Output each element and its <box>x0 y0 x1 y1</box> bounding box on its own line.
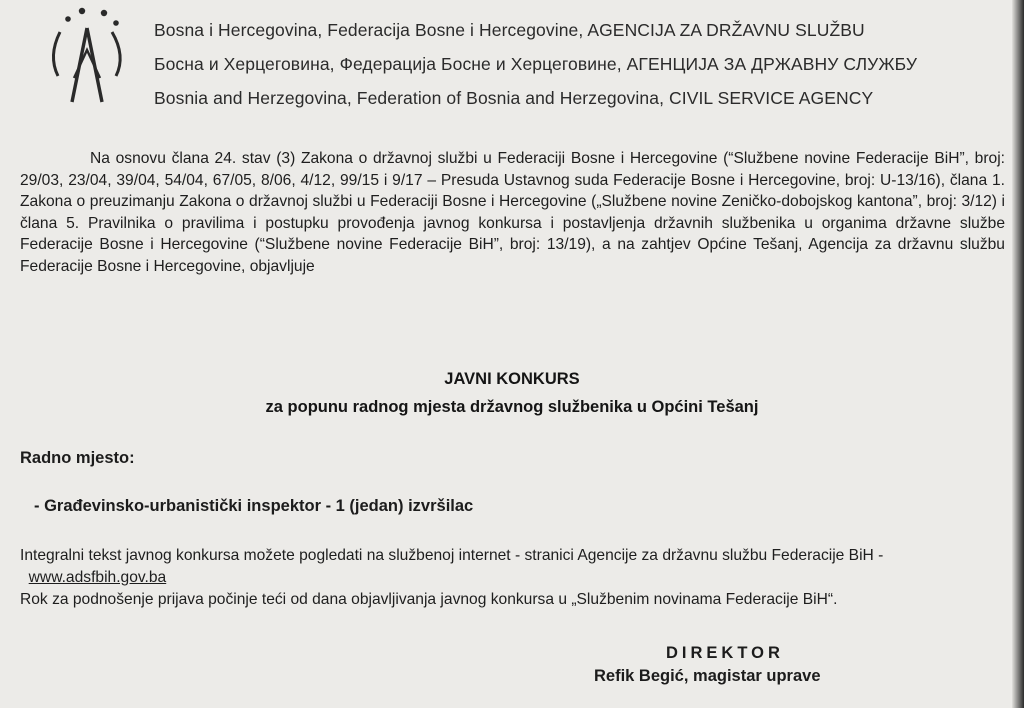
notice-subtitle: za popunu radnog mjesta državnog službenika u Općini Tešanj <box>265 398 759 416</box>
info-block <box>20 545 1005 611</box>
info-line-deadline: Rok za podnošenje prijava počinje teći od dana objavljivanja javnog konkursa u „Službenim novinama Federacije BiH“. <box>20 591 838 608</box>
notice-title: JAVNI KONKURS <box>444 370 580 388</box>
info-line-website <box>20 545 1005 589</box>
intro-paragraph <box>20 148 1005 278</box>
signature-name: Refik Begić, magistar uprave <box>594 667 821 685</box>
agency-logo-icon <box>44 6 130 106</box>
header-line-bosnian: Bosna i Hercegovina, Federacija Bosne i Hercegovine, AGENCIJA ZA DRŽAVNU SLUŽBU <box>154 20 865 40</box>
intro-text: Na osnovu člana 24. stav (3) Zakona o državnoj službi u Federaciji Bosne i Hercegovine (“Službene novine Federacije BiH”, broj: 29/03, 23/04, 39/04, 54/04, 67/05, 8/06, 4/12, 99/15 i 9/17 – Presuda Ustavnog suda Federacije Bosne i Hercegovine, broj: U-13/16), člana 1. Zakona o preuzimanju Zakona o državnoj službi u Federaciji Bosne i Hercegovine („Službene novine Zeničko-dobojskog kantona”, broj: 3/12) i člana 5. Pravilnika o pravilima i postupku provođenja javnog konkursa i postavljenja državnih službenika u organima državne službe Federacije Bosne i Hercegovine (“Službene novine Federacije BiH”, broj: 13/19), a na zahtjev Općine Tešanj, Agencija za državnu službu Federacije Bosne i Hercegovine, objavljuje <box>20 150 1005 275</box>
header-line-cyrillic: Босна и Херцеговина, Федерација Босне и Херцеговине, АГЕНЦИЈА ЗА ДРЖАВНУ СЛУЖБУ <box>154 54 918 74</box>
signature-role: DIREKTOR <box>666 644 784 662</box>
position-label: Radno mjesto: <box>20 449 135 467</box>
agency-logo <box>44 6 130 106</box>
position-item: - Građevinsko-urbanistički inspektor - 1 (jedan) izvršilac <box>34 497 474 515</box>
page-edge-shadow <box>1012 0 1024 708</box>
header-line-english: Bosnia and Herzegovina, Federation of Bosnia and Herzegovina, CIVIL SERVICE AGENCY <box>154 88 874 108</box>
agency-website-link[interactable]: www.adsfbih.gov.ba <box>28 569 167 586</box>
info-text: Integralni tekst javnog konkursa možete pogledati na službenoj internet - stranici Agencije za državnu službu Federacije BiH - <box>20 547 884 564</box>
